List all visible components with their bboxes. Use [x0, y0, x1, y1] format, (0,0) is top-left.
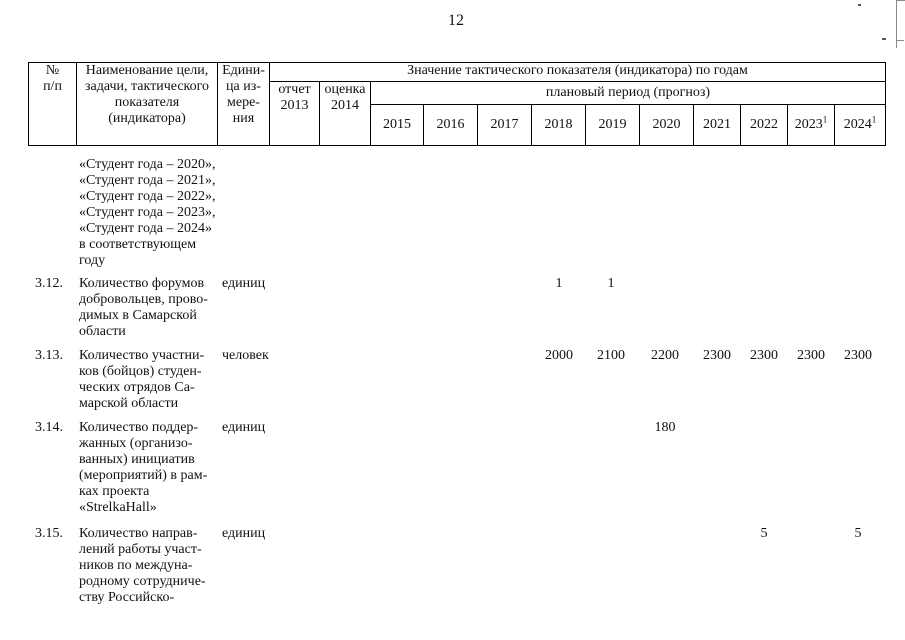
value-2022: 5 [760, 526, 768, 541]
row-name: Количество участни- ков (бойцов) студен- ческих отрядов Са- марской области [79, 348, 205, 411]
header-year-2021 [693, 104, 741, 146]
row-name: Количество форумов добровольцев, прово- димых в Самарской области [79, 276, 208, 339]
header-unit-label: Едини- ца из- мере- ния [222, 63, 265, 126]
header-report-label: отчет 2013 [278, 82, 311, 113]
year-label: 2024$^1$ [843, 114, 877, 132]
header-group-title: Значение тактического показателя (индикатора) по годам [407, 63, 748, 78]
scan-edge-line [896, 0, 905, 1]
footnote-marker: 1 [871, 114, 877, 125]
header-cell-plan [370, 81, 886, 105]
scan-mark [882, 38, 886, 40]
row-unit: единиц [222, 526, 266, 541]
header-year-2019 [585, 104, 640, 146]
year-label: 2021 [703, 117, 731, 132]
value-2024: 5 [854, 526, 862, 541]
row-unit: человек [222, 348, 269, 363]
year-label: 2017 [490, 117, 519, 132]
value-2020: 180 [654, 420, 676, 435]
header-cell-report [269, 81, 320, 146]
header-plan-title: плановый период (прогноз) [545, 85, 711, 100]
value-2022: 2300 [750, 348, 778, 363]
header-year-2024 [834, 104, 886, 146]
header-year-2020 [639, 104, 694, 146]
row-unit: единиц [222, 276, 266, 291]
header-cell-group [269, 62, 886, 82]
header-year-2015 [370, 104, 424, 146]
footnote-marker: 1 [822, 114, 828, 125]
header-cell-unit [217, 62, 270, 146]
row-name: Количество поддер- жанных (организо- ванных) инициатив (мероприятий) в рам- ках проекта «StrelkaHall» [79, 420, 208, 515]
year-label: 2019 [598, 117, 627, 132]
header-year-2017 [477, 104, 532, 146]
year-label: 2022 [750, 117, 778, 132]
page-number: 12 [448, 12, 464, 29]
header-cell-name [76, 62, 218, 146]
value-2020: 2200 [651, 348, 679, 363]
header-name-label: Наименование цели, задачи, тактического показателя (индикатора) [84, 63, 210, 126]
value-2021: 2300 [703, 348, 731, 363]
value-2018: 1 [555, 276, 563, 291]
header-year-2018 [531, 104, 586, 146]
year-label: 2016 [436, 117, 465, 132]
continuation-text: «Студент года – 2020», «Студент года – 2021», «Студент года – 2022», «Студент года – 2023», «Студент года – 2024» в соответствующем году [79, 157, 216, 268]
header-estimate-label: оценка 2014 [324, 82, 366, 113]
header-year-2022 [740, 104, 788, 146]
header-year-2016 [423, 104, 478, 146]
value-2018: 2000 [545, 348, 573, 363]
year-label: 2015 [383, 117, 411, 132]
value-2023: 2300 [797, 348, 825, 363]
row-number: 3.12. [35, 276, 63, 291]
row-name: Количество направ- лений работы участ- ников по междуна- родному сотрудниче- ству Российско- [79, 526, 206, 605]
year-label: 2018 [544, 117, 573, 132]
year-label: 2020 [652, 117, 681, 132]
scan-edge-line [896, 40, 904, 41]
header-cell-estimate [319, 81, 371, 146]
row-number: 3.15. [35, 526, 63, 541]
header-number-label: № п/п [43, 63, 62, 94]
row-unit: единиц [222, 420, 266, 435]
year-label: 2023$^1$ [794, 114, 828, 132]
row-number: 3.13. [35, 348, 63, 363]
value-2024: 2300 [844, 348, 872, 363]
value-2019: 1 [607, 276, 615, 291]
header-cell-number [28, 62, 77, 146]
scan-mark [858, 4, 861, 6]
header-year-2023 [787, 104, 835, 146]
row-number: 3.14. [35, 420, 63, 435]
value-2019: 2100 [597, 348, 625, 363]
